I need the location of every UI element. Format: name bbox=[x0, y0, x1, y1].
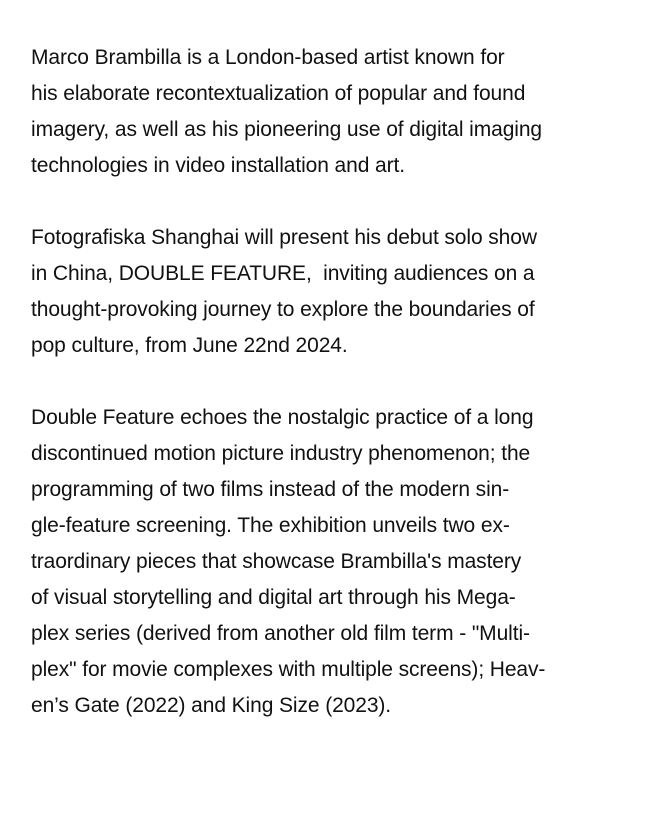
text-line: Double Feature echoes the nostalgic practice of a long bbox=[31, 406, 534, 429]
text-line: in China, DOUBLE FEATURE, inviting audiences on a bbox=[31, 262, 535, 285]
text-line: plex series (derived from another old film term - "Multi- bbox=[31, 622, 530, 645]
text-line: imagery, as well as his pioneering use of digital imaging bbox=[31, 118, 543, 141]
text-line: traordinary pieces that showcase Brambilla's mastery bbox=[31, 550, 522, 573]
text-line: his elaborate recontextualization of popular and found bbox=[31, 82, 526, 105]
text-line: discontinued motion picture industry phenomenon; the bbox=[31, 442, 531, 465]
text-line: thought-provoking journey to explore the boundaries of bbox=[31, 298, 535, 321]
text-line: plex" for movie complexes with multiple screens); Heav- bbox=[31, 658, 546, 681]
text-line: of visual storytelling and digital art through his Mega- bbox=[31, 586, 516, 609]
text-line: technologies in video installation and art. bbox=[31, 154, 405, 177]
paragraph-artist-intro bbox=[31, 40, 631, 184]
text-line: programming of two films instead of the modern sin- bbox=[31, 478, 510, 501]
paragraph-double-feature bbox=[31, 400, 631, 724]
text-line: pop culture, from June 22nd 2024. bbox=[31, 334, 348, 357]
text-line: Fotografiska Shanghai will present his debut solo show bbox=[31, 226, 537, 249]
paragraph-exhibition-announcement bbox=[31, 220, 631, 364]
text-line: Marco Brambilla is a London-based artist known for bbox=[31, 46, 505, 69]
article-body bbox=[31, 40, 631, 760]
text-line: gle-feature screening. The exhibition unveils two ex- bbox=[31, 514, 510, 537]
text-line: en’s Gate (2022) and King Size (2023). bbox=[31, 694, 392, 717]
